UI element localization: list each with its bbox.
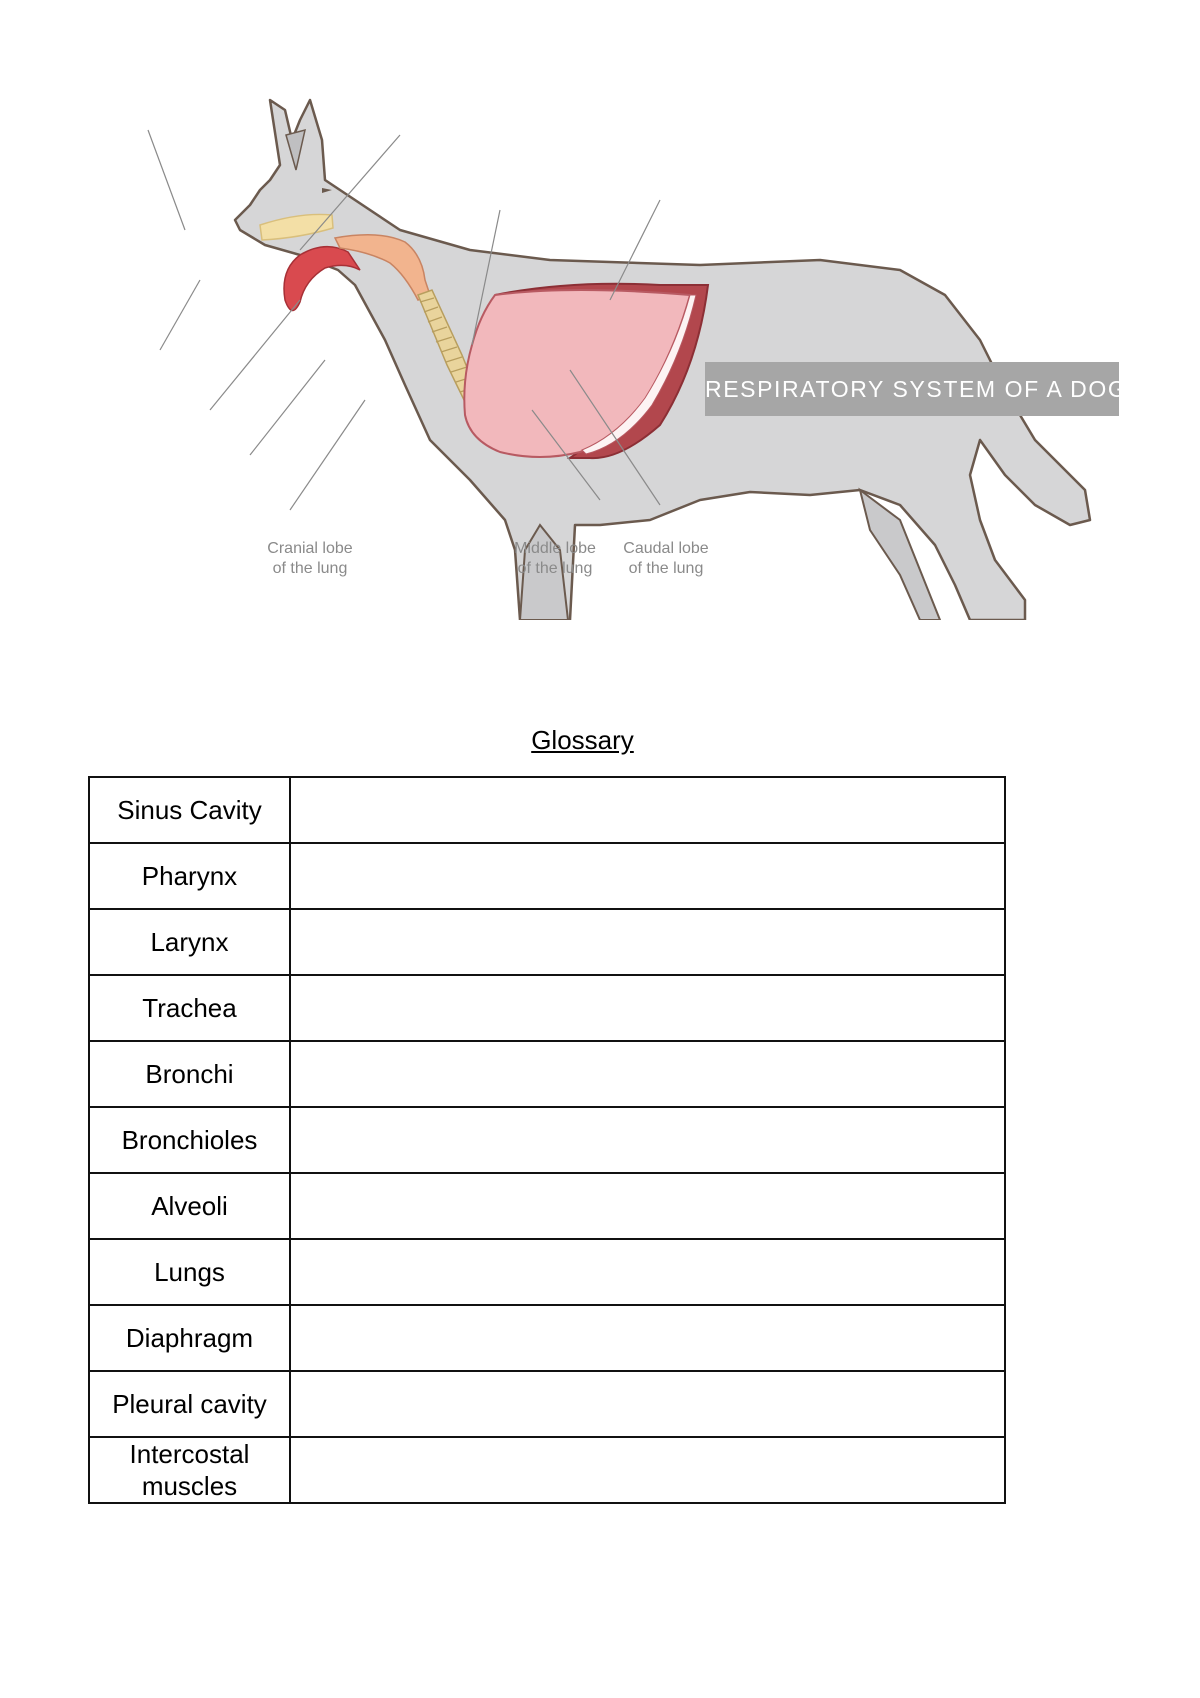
table-row: [89, 843, 1005, 909]
glossary-definition-cell[interactable]: [290, 1371, 1005, 1437]
table-row: [89, 1173, 1005, 1239]
glossary-definition-cell[interactable]: [290, 1239, 1005, 1305]
table-row: [89, 1305, 1005, 1371]
glossary-definition-cell[interactable]: [290, 1437, 1005, 1503]
glossary-term: Intercostal muscles: [89, 1437, 290, 1503]
glossary-term: Lungs: [89, 1239, 290, 1305]
table-row: [89, 1437, 1005, 1503]
glossary-term: Trachea: [89, 975, 290, 1041]
glossary-term: Pharynx: [89, 843, 290, 909]
glossary-definition-cell[interactable]: [290, 777, 1005, 843]
glossary-definition-cell[interactable]: [290, 1173, 1005, 1239]
glossary-definition-cell[interactable]: [290, 1041, 1005, 1107]
table-row: [89, 975, 1005, 1041]
caudal-lobe-label: [606, 539, 726, 579]
table-row: [89, 1041, 1005, 1107]
diagram-banner: RESPIRATORY SYSTEM OF A DOG: [705, 362, 1119, 416]
glossary-term: Bronchi: [89, 1041, 290, 1107]
glossary-term: Diaphragm: [89, 1305, 290, 1371]
glossary-definition-cell[interactable]: [290, 1107, 1005, 1173]
table-row: [89, 1107, 1005, 1173]
glossary-definition-cell[interactable]: [290, 843, 1005, 909]
middle-lobe-line-1: Middle lobe: [514, 540, 596, 557]
cranial-lobe-line-1: Cranial lobe: [267, 540, 353, 557]
glossary-definition-cell[interactable]: [290, 1305, 1005, 1371]
glossary-term: Pleural cavity: [89, 1371, 290, 1437]
glossary-term: Larynx: [89, 909, 290, 975]
glossary-table: [88, 776, 1006, 1504]
glossary-term: Bronchioles: [89, 1107, 290, 1173]
glossary-title: Glossary: [531, 725, 634, 755]
table-row: [89, 777, 1005, 843]
cranial-lobe-line-2: of the lung: [272, 560, 348, 577]
table-row: [89, 1371, 1005, 1437]
respiratory-diagram: [100, 80, 1120, 620]
table-row: [89, 909, 1005, 975]
glossary-term: Sinus Cavity: [89, 777, 290, 843]
glossary-term: Alveoli: [89, 1173, 290, 1239]
caudal-lobe-line-2: of the lung: [628, 560, 704, 577]
cranial-lobe-label: [250, 539, 370, 579]
caudal-lobe-line-1: Caudal lobe: [623, 540, 709, 557]
glossary-definition-cell[interactable]: [290, 975, 1005, 1041]
glossary-definition-cell[interactable]: [290, 909, 1005, 975]
middle-lobe-line-2: of the lung: [517, 560, 593, 577]
table-row: [89, 1239, 1005, 1305]
middle-lobe-label: [495, 539, 615, 579]
